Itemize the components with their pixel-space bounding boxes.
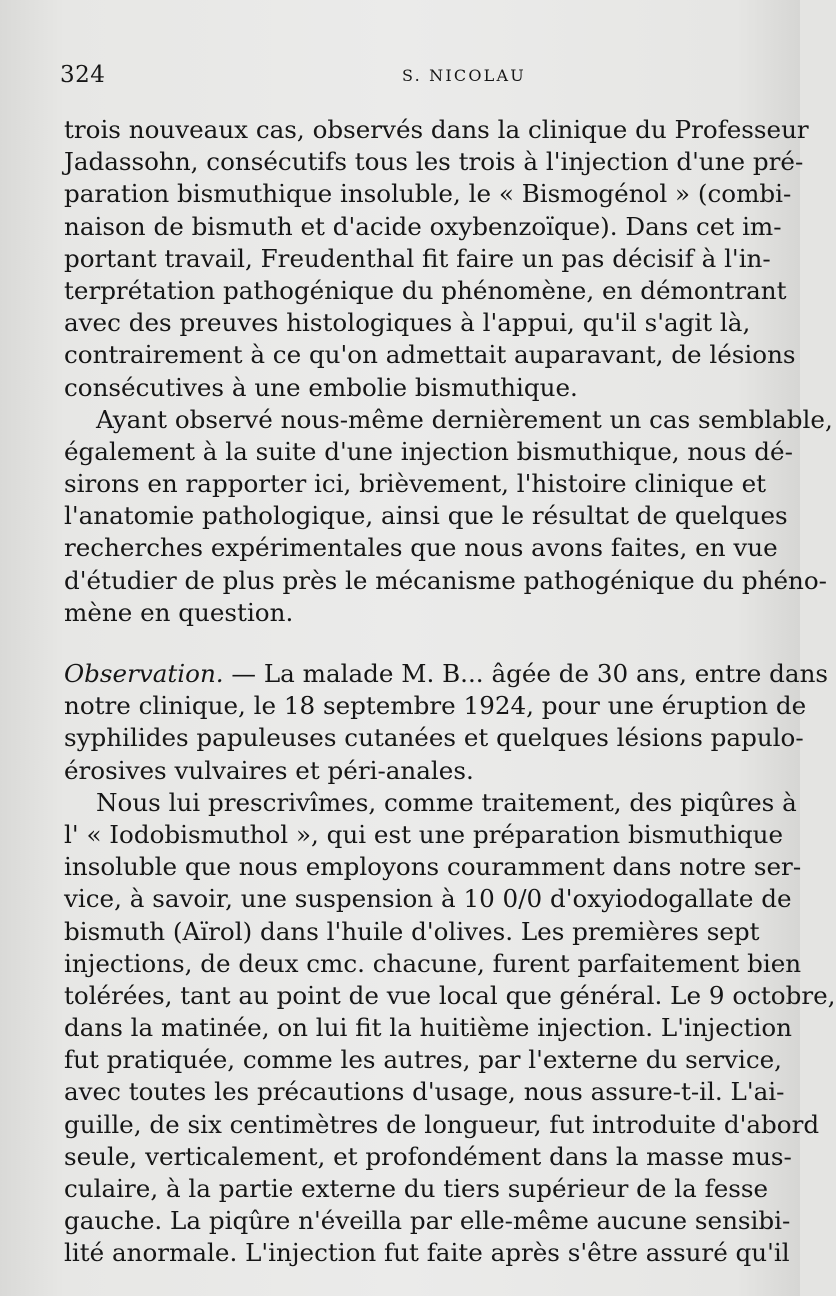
- text-line: d'étudier de plus près le mécanisme pathogénique du phéno-: [64, 565, 827, 595]
- text-line: terprétation pathogénique du phénomène, en démontrant: [64, 275, 787, 305]
- text-line: l' « Iodobismuthol », qui est une préparation bismuthique: [64, 819, 784, 849]
- text-line: naison de bismuth et d'acide oxybenzoïque). Dans cet im-: [64, 211, 782, 241]
- text-line: contrairement à ce qu'on admettait auparavant, de lésions: [64, 340, 796, 370]
- text-line: portant travail, Freudenthal fit faire un pas décisif à l'in-: [64, 243, 771, 273]
- text-line: mène en question.: [64, 597, 294, 627]
- text-line: avec des preuves histologiques à l'appui, qu'il s'agit là,: [64, 308, 751, 338]
- running-head: S. NICOLAU: [402, 66, 526, 85]
- text-line: paration bismuthique insoluble, le « Bismogénol » (combi-: [64, 179, 792, 209]
- text-line: sirons en rapporter ici, brièvement, l'histoire clinique et: [64, 469, 767, 499]
- text-line: insoluble que nous employons couramment dans notre ser-: [64, 852, 802, 882]
- text-line: consécutives à une embolie bismuthique.: [64, 372, 578, 402]
- text-line: avec toutes les précautions d'usage, nous assure-t-il. L'ai-: [64, 1077, 785, 1107]
- paragraph: [64, 658, 829, 787]
- text-line: fut pratiquée, comme les autres, par l'externe du service,: [64, 1045, 782, 1075]
- paragraph: [64, 787, 836, 1270]
- text-line: dans la matinée, on lui fit la huitième injection. L'injection: [64, 1013, 793, 1043]
- text-line: recherches expérimentales que nous avons faites, en vue: [64, 533, 778, 563]
- paragraph: [64, 114, 809, 404]
- page-number: 324: [60, 62, 106, 88]
- text-line: Ayant observé nous-même dernièrement un cas semblable,: [96, 404, 833, 434]
- text-line: injections, de deux cmc. chacune, furent parfaitement bien: [64, 948, 802, 978]
- text-line: également à la suite d'une injection bismuthique, nous dé-: [64, 436, 793, 466]
- text-line: culaire, à la partie externe du tiers supérieur de la fesse: [64, 1174, 769, 1203]
- text-line: tolérées, tant au point de vue local que général. Le 9 octobre,: [64, 980, 836, 1010]
- paragraph-gap: [64, 629, 746, 658]
- text-line: bismuth (Aïrol) dans l'huile d'olives. Les premières sept: [64, 916, 760, 946]
- text-line: syphilides papuleuses cutanées et quelques lésions papulo-: [64, 723, 804, 753]
- observation-first-line: — La malade M. B... âgée de 30 ans, entre dans: [223, 659, 829, 688]
- body-text: [64, 114, 836, 1270]
- text-line: Nous lui prescrivîmes, comme traitement, des piqûres à: [96, 787, 797, 817]
- text-line: seule, verticalement, et profondément dans la masse mus-: [64, 1141, 792, 1171]
- text-line: [64, 658, 829, 690]
- text-line: l'anatomie pathologique, ainsi que le résultat de quelques: [64, 501, 788, 531]
- paragraph: [64, 404, 833, 629]
- text-line: érosives vulvaires et péri-anales.: [64, 755, 474, 785]
- text-line: notre clinique, le 18 septembre 1924, pour une éruption de: [64, 691, 807, 721]
- page-header: [60, 62, 750, 96]
- text-line: Jadassohn, consécutifs tous les trois à l'injection d'une pré-: [64, 147, 804, 177]
- text-line: lité anormale. L'injection fut faite après s'être assuré qu'il: [64, 1238, 790, 1268]
- text-line: gauche. La piqûre n'éveilla par elle-même aucune sensibi-: [64, 1206, 791, 1236]
- observation-label: Observation.: [64, 659, 224, 688]
- text-line: guille, de six centimètres de longueur, fut introduite d'abord: [64, 1109, 820, 1139]
- text-line: trois nouveaux cas, observés dans la clinique du Professeur: [64, 115, 809, 144]
- text-line: vice, à savoir, une suspension à 10 0/0 d'oxyiodogallate de: [64, 884, 792, 914]
